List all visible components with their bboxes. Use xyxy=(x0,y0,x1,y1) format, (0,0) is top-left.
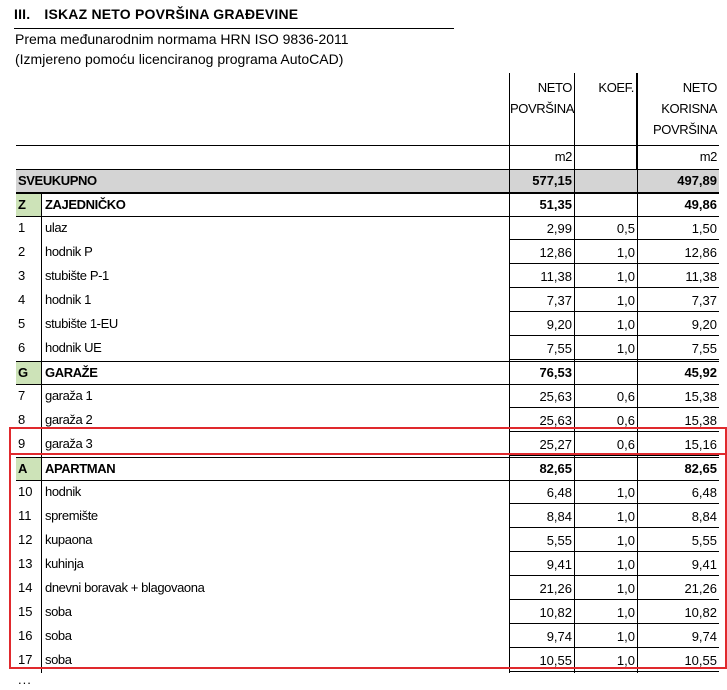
row-name: stubište 1-EU xyxy=(45,316,118,331)
row-name: hodnik P xyxy=(45,244,93,259)
section-name: ZAJEDNIČKO xyxy=(45,197,126,212)
total-row xyxy=(16,169,719,193)
row-korisna: 15,16 xyxy=(637,433,719,457)
row-id: 6 xyxy=(16,337,42,361)
row-korisna: 8,84 xyxy=(637,505,719,529)
row-korisna: 9,41 xyxy=(637,553,719,577)
header-koef: KOEF. xyxy=(575,73,637,145)
table-row xyxy=(16,289,719,313)
row-neto: 10,82 xyxy=(509,601,575,625)
row-korisna: 15,38 xyxy=(637,385,719,409)
row-koef: 1,0 xyxy=(616,653,635,668)
row-name: stubište P-1 xyxy=(45,268,109,283)
section-neto: 76,53 xyxy=(509,362,575,384)
table-row xyxy=(16,337,719,361)
row-underline xyxy=(509,287,719,288)
row-id: 7 xyxy=(16,385,42,409)
row-name: hodnik 1 xyxy=(45,292,91,307)
row-id: 2 xyxy=(16,241,42,265)
row-koef: 1,0 xyxy=(616,629,635,644)
section-heading xyxy=(14,6,298,22)
row-neto: 10,55 xyxy=(509,649,575,673)
highlight-frame-garaza3 xyxy=(9,427,727,455)
row-neto: 25,63 xyxy=(509,385,575,409)
row-name: ulaz xyxy=(45,220,68,235)
section-row xyxy=(16,193,719,217)
row-koef: 1,0 xyxy=(616,485,635,500)
row-neto: 7,37 xyxy=(509,289,575,313)
row-neto: 2,99 xyxy=(509,217,575,241)
row-neto: 25,27 xyxy=(509,433,575,457)
row-korisna: 15,38 xyxy=(637,409,719,433)
total-label: SVEUKUPNO xyxy=(18,173,97,188)
row-id: 8 xyxy=(16,409,42,433)
row-id: 11 xyxy=(16,505,42,529)
row-name: garaža 2 xyxy=(45,412,93,427)
section-code: A xyxy=(16,458,42,480)
total-korisna: 497,89 xyxy=(637,170,719,192)
section-korisna: 49,86 xyxy=(637,194,719,216)
section-code: Z xyxy=(16,194,42,216)
row-id: 16 xyxy=(16,625,42,649)
row-korisna: 11,38 xyxy=(637,265,719,289)
row-neto: 8,84 xyxy=(509,505,575,529)
row-koef: 0,5 xyxy=(616,221,635,236)
section-neto: 82,65 xyxy=(509,458,575,480)
row-korisna: 10,55 xyxy=(637,649,719,673)
column-header xyxy=(16,73,719,145)
row-koef: 0,6 xyxy=(616,437,635,452)
row-korisna: 10,82 xyxy=(637,601,719,625)
section-name: APARTMAN xyxy=(45,461,116,476)
row-name: soba xyxy=(45,604,72,619)
row-korisna: 7,37 xyxy=(637,289,719,313)
unit-neto: m2 xyxy=(509,145,575,169)
row-korisna: 9,20 xyxy=(637,313,719,337)
row-name: soba xyxy=(45,628,72,643)
row-id: 5 xyxy=(16,313,42,337)
row-neto: 9,41 xyxy=(509,553,575,577)
row-id: 1 xyxy=(16,217,42,241)
heading-number: III. xyxy=(14,6,31,22)
table-row xyxy=(16,217,719,241)
row-name: dnevni boravak + blagovaona xyxy=(45,580,205,595)
row-id: 10 xyxy=(16,481,42,505)
section-name: GARAŽE xyxy=(45,365,98,380)
row-koef: 1,0 xyxy=(616,605,635,620)
row-underline xyxy=(509,263,719,264)
unit-korisna: m2 xyxy=(637,145,719,169)
row-id: 4 xyxy=(16,289,42,313)
table-row xyxy=(16,265,719,289)
row-koef: 1,0 xyxy=(616,533,635,548)
table-row xyxy=(16,385,719,409)
row-neto: 9,74 xyxy=(509,625,575,649)
row-neto: 6,48 xyxy=(509,481,575,505)
row-id: 9 xyxy=(16,433,42,457)
section-korisna: 45,92 xyxy=(637,362,719,384)
row-korisna: 6,48 xyxy=(637,481,719,505)
table-row xyxy=(16,241,719,265)
row-name: soba xyxy=(45,652,72,667)
row-underline xyxy=(509,407,719,408)
row-neto: 12,86 xyxy=(509,241,575,265)
row-id: 14 xyxy=(16,577,42,601)
row-underline xyxy=(509,671,719,672)
total-koef xyxy=(575,170,637,192)
row-name: kuhinja xyxy=(45,556,84,571)
subtitle-line2: (Izmjereno pomoću licenciranog programa AutoCAD) xyxy=(15,51,344,67)
section-code: G xyxy=(16,362,42,384)
row-name: spremište xyxy=(45,508,98,523)
heading-title: ISKAZ NETO POVRŠINA GRAĐEVINE xyxy=(44,6,299,22)
section-korisna: 82,65 xyxy=(637,458,719,480)
row-neto: 5,55 xyxy=(509,529,575,553)
row-korisna: 1,50 xyxy=(637,217,719,241)
unit-row xyxy=(16,145,719,169)
table-row xyxy=(16,313,719,337)
row-korisna: 9,74 xyxy=(637,625,719,649)
row-koef: 1,0 xyxy=(616,269,635,284)
row-koef: 1,0 xyxy=(616,509,635,524)
row-korisna: 7,55 xyxy=(637,337,719,361)
row-neto: 11,38 xyxy=(509,265,575,289)
row-neto: 21,26 xyxy=(509,577,575,601)
header-neto: NETO POVRŠINA xyxy=(509,73,575,145)
row-id: 17 xyxy=(16,649,42,673)
row-name: garaža 3 xyxy=(45,436,93,451)
section-koef xyxy=(575,194,637,216)
highlight-frame-apartman xyxy=(9,453,727,669)
row-koef: 1,0 xyxy=(616,317,635,332)
row-korisna: 12,86 xyxy=(637,241,719,265)
row-underline xyxy=(509,359,719,360)
row-name: hodnik xyxy=(45,484,81,499)
subtitle-line1: Prema međunarodnim normama HRN ISO 9836-2011 xyxy=(15,31,349,47)
section-neto: 51,35 xyxy=(509,194,575,216)
row-underline xyxy=(509,335,719,336)
row-underline xyxy=(509,239,719,240)
continuation-ellipsis: ... xyxy=(18,672,32,687)
row-koef: 1,0 xyxy=(616,557,635,572)
row-id: 3 xyxy=(16,265,42,289)
row-name: hodnik UE xyxy=(45,340,102,355)
row-koef: 1,0 xyxy=(616,245,635,260)
header-korisna: NETO KORISNA POVRŠINA xyxy=(637,73,719,145)
row-koef: 1,0 xyxy=(616,341,635,356)
row-korisna: 21,26 xyxy=(637,577,719,601)
section-koef xyxy=(575,362,637,384)
row-neto: 9,20 xyxy=(509,313,575,337)
row-koef: 0,6 xyxy=(616,413,635,428)
total-neto: 577,15 xyxy=(509,170,575,192)
row-underline xyxy=(509,311,719,312)
row-korisna: 5,55 xyxy=(637,529,719,553)
row-neto: 7,55 xyxy=(509,337,575,361)
heading-underline xyxy=(14,28,454,29)
row-neto: 25,63 xyxy=(509,409,575,433)
row-id: 13 xyxy=(16,553,42,577)
row-koef: 1,0 xyxy=(616,293,635,308)
section-row xyxy=(16,361,719,385)
row-id: 12 xyxy=(16,529,42,553)
row-name: kupaona xyxy=(45,532,93,547)
row-koef: 0,6 xyxy=(616,389,635,404)
row-koef: 1,0 xyxy=(616,581,635,596)
row-name: garaža 1 xyxy=(45,388,93,403)
row-id: 15 xyxy=(16,601,42,625)
